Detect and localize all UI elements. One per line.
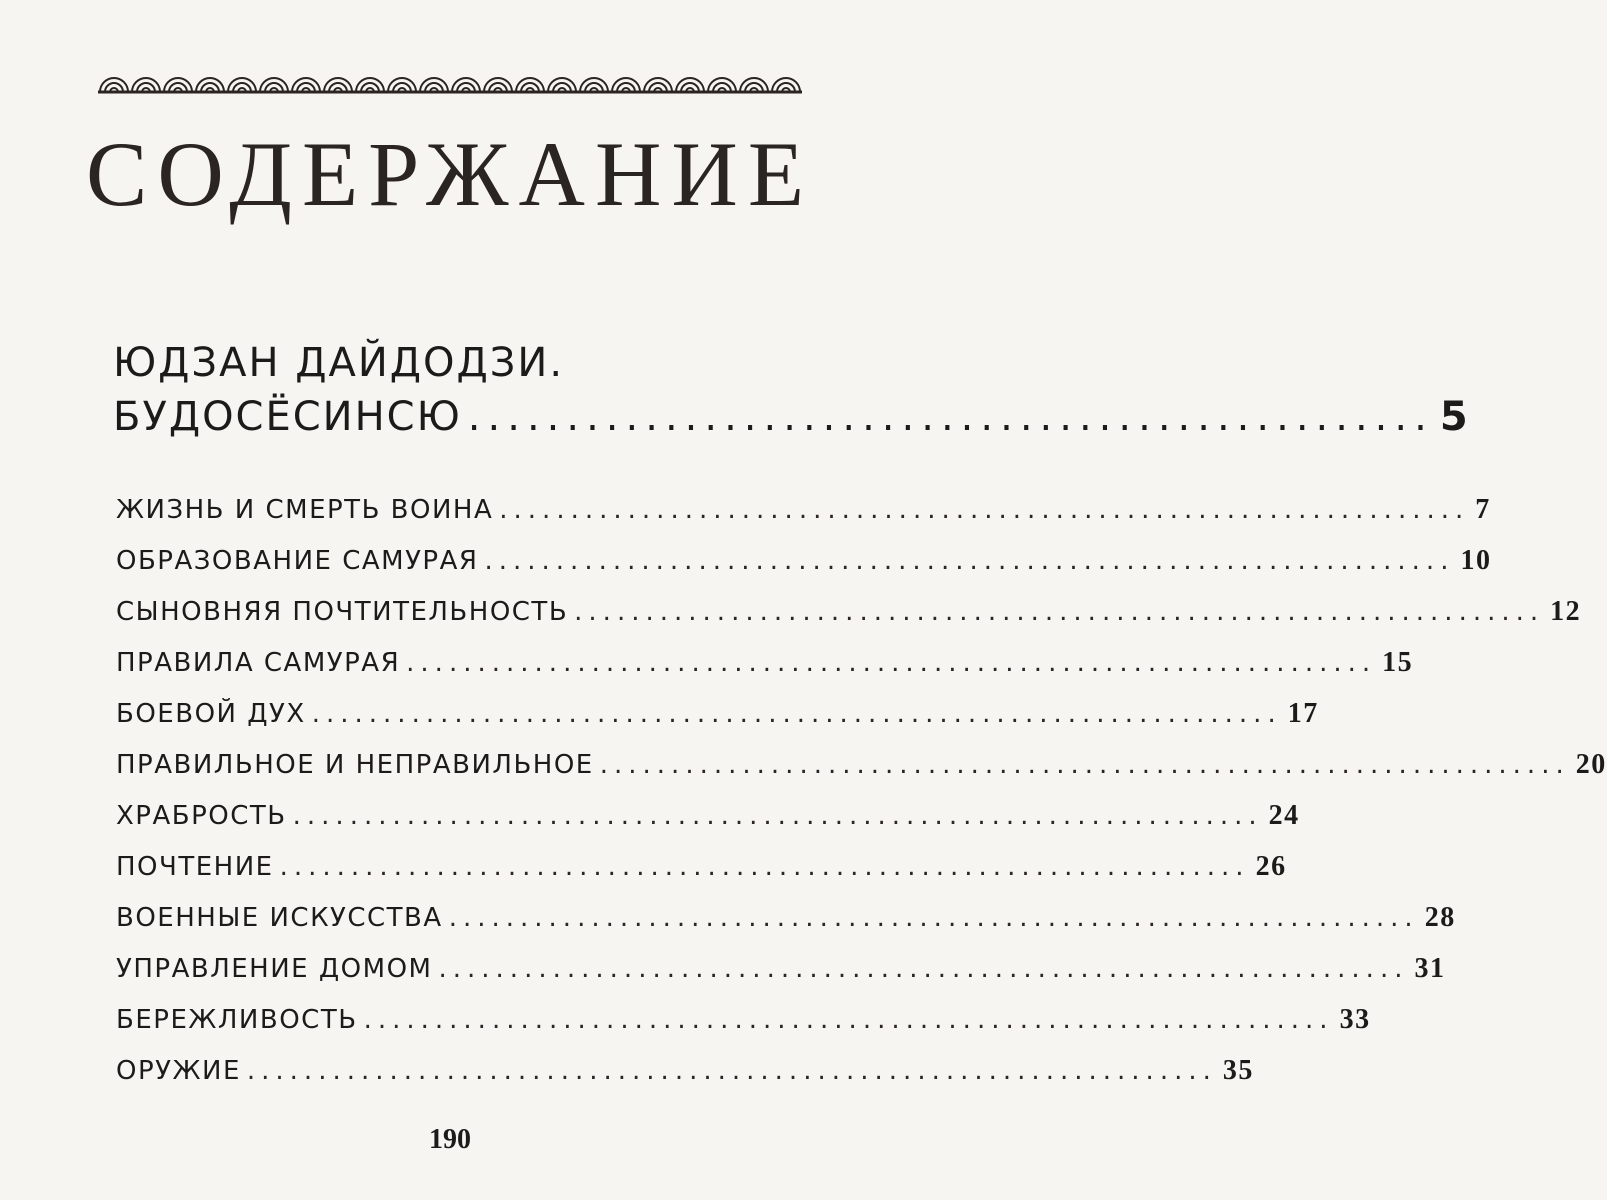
toc-entry[interactable] — [116, 790, 1300, 841]
main-entry-page: 5 — [1439, 394, 1470, 440]
toc-entry-page: 15 — [1382, 647, 1414, 678]
toc-entry-label: ОРУЖИЕ — [116, 1056, 241, 1086]
toc-entry[interactable] — [116, 484, 1491, 535]
page-number: 190 — [429, 1124, 471, 1155]
toc-entry-label: ПОЧТЕНИЕ — [116, 852, 274, 882]
toc-entry-page: 24 — [1268, 800, 1300, 831]
toc-entry[interactable] — [116, 994, 1371, 1045]
toc-entry-label: ПРАВИЛА САМУРАЯ — [116, 648, 401, 678]
main-entry-line2: БУДОСЁСИНСЮ — [113, 394, 462, 440]
toc-entry-page: 26 — [1255, 851, 1287, 882]
dot-leader: .................................................................... — [311, 699, 1282, 729]
toc-entry[interactable] — [116, 892, 1456, 943]
toc-entry[interactable] — [116, 586, 1582, 637]
toc-entry-page: 12 — [1550, 596, 1582, 627]
toc-entry-label: ХРАБРОСТЬ — [116, 801, 287, 831]
toc-entry[interactable] — [116, 739, 1607, 790]
toc-entry-page: 10 — [1460, 545, 1492, 576]
toc-entry-label: ПРАВИЛЬНОЕ И НЕПРАВИЛЬНОЕ — [116, 750, 594, 780]
dot-leader: .................................................................... — [363, 1005, 1334, 1035]
toc-entry-label: ОБРАЗОВАНИЕ САМУРАЯ — [116, 546, 479, 576]
toc-entry-label: БОЕВОЙ ДУХ — [116, 699, 306, 729]
dot-leader: .................................................................... — [499, 495, 1470, 525]
dot-leader: .................................................................... — [292, 801, 1263, 831]
toc-entry-page: 35 — [1222, 1055, 1254, 1086]
toc-entry-page: 17 — [1287, 698, 1319, 729]
dot-leader: ................................................. — [467, 394, 1434, 440]
dot-leader: .................................................................... — [448, 903, 1419, 933]
toc-entry-label: СЫНОВНЯЯ ПОЧТИТЕЛЬНОСТЬ — [116, 597, 569, 627]
dot-leader: .................................................................... — [574, 597, 1545, 627]
dot-leader: .................................................................... — [406, 648, 1377, 678]
toc-entry-page: 7 — [1475, 494, 1491, 525]
toc-entry[interactable] — [116, 637, 1414, 688]
dot-leader: .................................................................... — [438, 954, 1409, 984]
dot-leader: .................................................................... — [484, 546, 1455, 576]
toc-entry[interactable] — [116, 535, 1492, 586]
header-ornament — [98, 62, 802, 96]
toc-list — [116, 484, 1607, 1096]
dot-leader: .................................................................... — [246, 1056, 1217, 1086]
toc-entry-page: 33 — [1339, 1004, 1371, 1035]
toc-entry-label: БЕРЕЖЛИВОСТЬ — [116, 1005, 358, 1035]
toc-entry[interactable] — [116, 1045, 1254, 1096]
main-entry-line1: ЮДЗАН ДАЙДОДЗИ. — [113, 340, 565, 386]
page-title: СОДЕРЖАНИЕ — [85, 123, 815, 225]
toc-entry-page: 28 — [1424, 902, 1456, 933]
toc-entry[interactable] — [116, 688, 1319, 739]
toc-entry[interactable] — [116, 943, 1446, 994]
toc-entry-label: УПРАВЛЕНИЕ ДОМОМ — [116, 954, 433, 984]
toc-entry-page: 31 — [1414, 953, 1446, 984]
toc-entry-label: ВОЕННЫЕ ИСКУССТВА — [116, 903, 443, 933]
dot-leader: .................................................................... — [279, 852, 1250, 882]
toc-entry[interactable] — [116, 841, 1287, 892]
dot-leader: .................................................................... — [599, 750, 1570, 780]
toc-entry-page: 20 — [1575, 749, 1607, 780]
main-toc-entry[interactable] — [113, 336, 1470, 444]
toc-entry-label: ЖИЗНЬ И СМЕРТЬ ВОИНА — [116, 495, 494, 525]
